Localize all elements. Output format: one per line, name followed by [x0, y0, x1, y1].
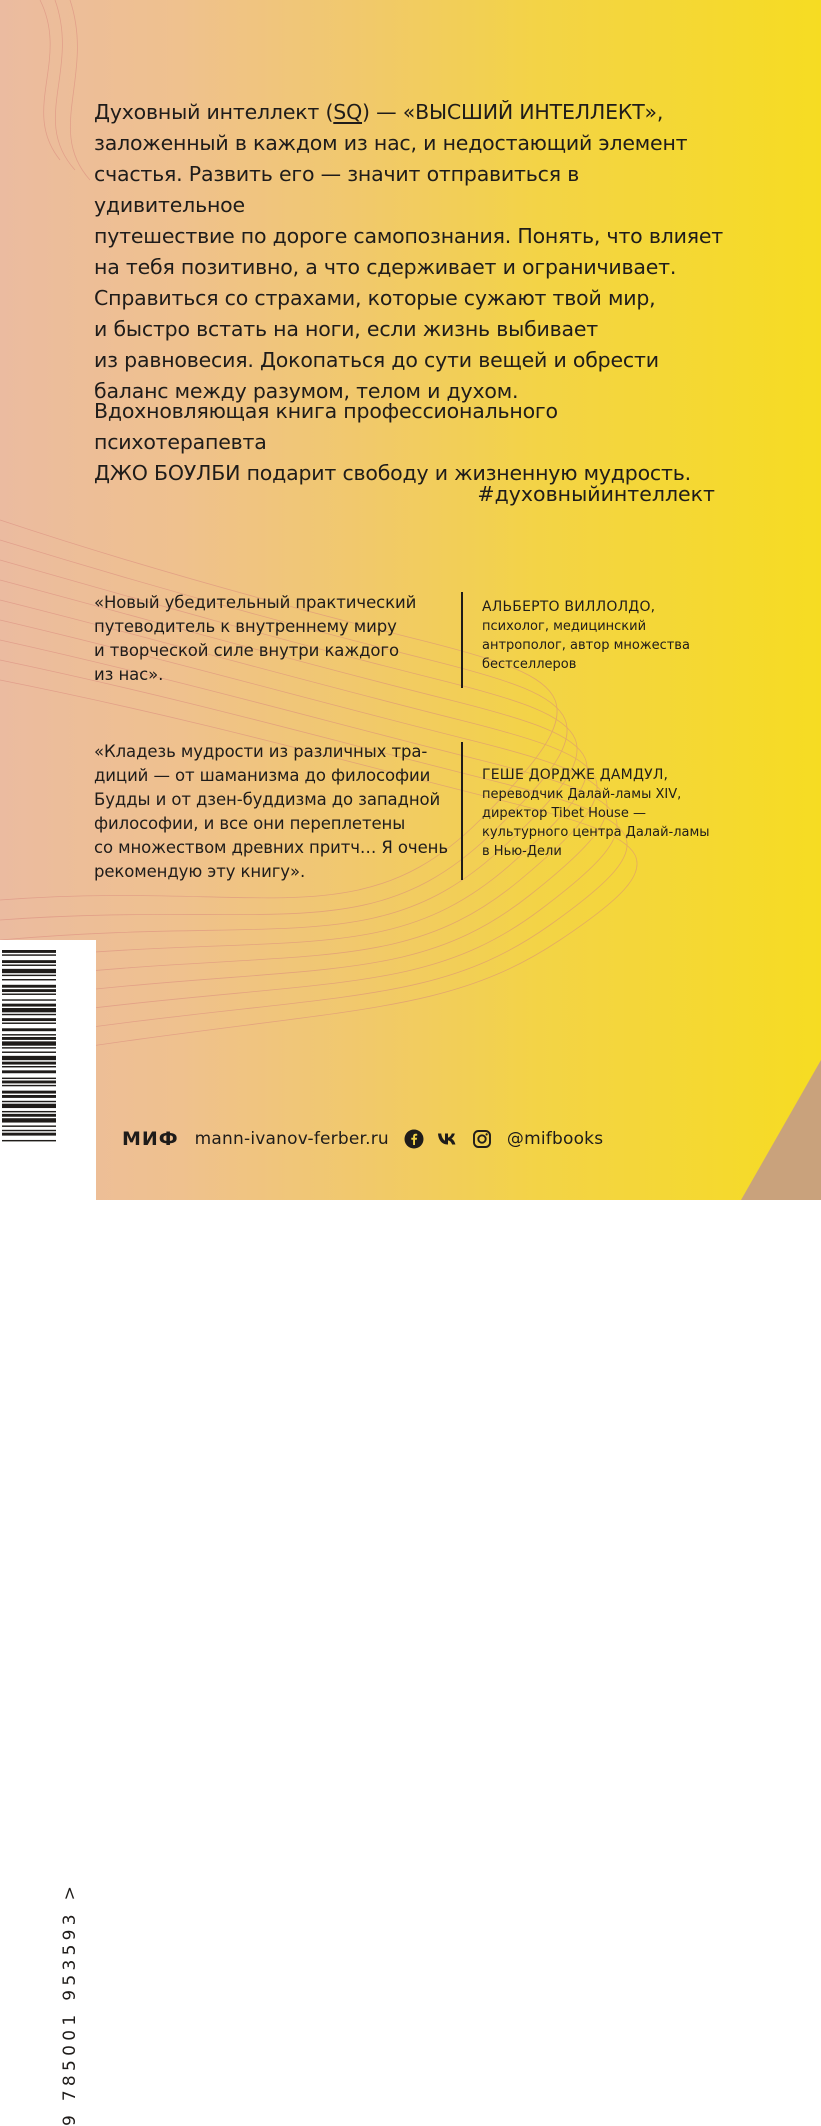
- testimonial-author-1: АЛЬБЕРТО ВИЛЛОЛДО, психолог, медицинский антрополог, автор множества бестселлеров: [482, 598, 712, 674]
- quote-divider-1: [461, 592, 463, 688]
- testimonial-quote-1: «Новый убедительный практический путеводитель к внутреннему миру и творческой силе внутри каждого из нас».: [94, 593, 417, 684]
- sq-abbreviation: SQ: [333, 100, 363, 124]
- barcode-bars: [0, 940, 96, 1200]
- author-name: АЛЬБЕРТО ВИЛЛОЛДО,: [482, 599, 656, 615]
- author-name: ГЕШЕ ДОРДЖЕ ДАМДУЛ,: [482, 767, 669, 783]
- facebook-icon[interactable]: [403, 1128, 425, 1150]
- testimonial-quote-2: «Кладезь мудрости из различных тра- диций — от шаманизма до философии Будды и от дзен-буддизма до западной философии, и все они переплетены со множеством древних притч… Я очень рекомендую эту книгу».: [94, 742, 448, 881]
- social-handle[interactable]: @mifbooks: [506, 1129, 604, 1149]
- book-description: Вдохновляющая книга профессионального психотерапевта ДЖО БОУЛБИ подарит свободу и жизненную мудрость.: [94, 399, 691, 485]
- testimonial-author-2: ГЕШЕ ДОРДЖЕ ДАМДУЛ, переводчик Далай-ламы XIV, директор Tibet House — культурного центра Далай-ламы в Нью-Дели: [482, 766, 712, 861]
- quote-divider-2: [461, 742, 463, 880]
- publisher-footer: [122, 1124, 603, 1154]
- website-link[interactable]: mann-ivanov-ferber.ru: [194, 1129, 389, 1149]
- vk-icon[interactable]: [437, 1128, 459, 1150]
- corner-fold-decoration: [731, 1060, 821, 1200]
- isbn-barcode: [0, 940, 96, 2126]
- intro-paragraph: Духовный интеллект (SQ) — «ВЫСШИЙ ИНТЕЛЛЕКТ», заложенный в каждом из нас, и недостающий элемент счастья. Развить его — значит отправиться в удивительное путешествие по дороге самопознания. Понять, что влияет на тебя позитивно, а что сдерживает и ограничивает. Справиться со страхами, которые сужают твой мир, и быстро встать на ноги, если жизнь выбивает из равновесия. Докопаться до сути вещей и обрести баланс между разумом, телом и духом.: [94, 100, 724, 403]
- instagram-icon[interactable]: [471, 1128, 493, 1150]
- isbn-number: 9 785001 953593 >: [60, 1881, 80, 2126]
- hashtag: #духовныйинтеллект: [477, 482, 715, 506]
- publisher-logo: МИФ: [122, 1128, 179, 1150]
